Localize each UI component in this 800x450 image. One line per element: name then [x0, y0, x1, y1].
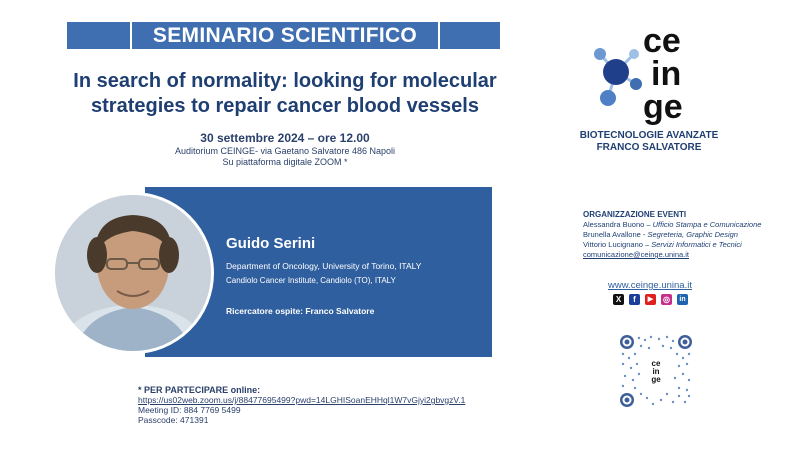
meeting-id: Meeting ID: 884 7769 5499 [138, 405, 241, 415]
social-icons [613, 294, 688, 308]
org-role: Ufficio Stampa e Comunicazione [652, 220, 762, 229]
org-role: Segreteria, Graphic Design [647, 230, 738, 239]
venue-address: Auditorium CEINGE- via Gaetano Salvatore 486 Napoli [174, 146, 396, 156]
online-info [138, 385, 465, 425]
speaker-name: Guido Serini [226, 235, 316, 252]
organization-info [583, 210, 761, 260]
zoom-link[interactable]: https://us02web.zoom.us/j/88477695499?pwd=14LGHISoanEHHql1W7vGjyi2gbvgzV.1 [138, 395, 466, 405]
facebook-icon[interactable]: f [629, 294, 640, 305]
speaker-institute: Candiolo Cancer Institute, Candiolo (TO), ITALY [226, 276, 396, 285]
org-name: Brunella Avallone - [583, 230, 648, 239]
logo-subtitle-2: FRANCO SALVATORE [596, 142, 702, 153]
event-date: 30 settembre 2024 – ore 12.00 [200, 131, 370, 145]
youtube-icon[interactable]: ▶ [645, 294, 656, 305]
qr-logo-in: in [652, 367, 660, 376]
qr-code[interactable] [619, 334, 693, 408]
seminar-label: SEMINARIO SCIENTIFICO [130, 20, 440, 51]
org-name: Alessandra Buono – [583, 220, 653, 229]
org-name: Vittorio Lucignano – [583, 240, 652, 249]
online-heading: * PER PARTECIPARE online: [138, 385, 261, 395]
passcode: Passcode: 471391 [138, 415, 209, 425]
event-venue [80, 146, 490, 168]
speaker-host: Ricercatore ospite: Franco Salvatore [226, 306, 375, 316]
logo-text-ce: ce [643, 22, 681, 60]
instagram-icon[interactable]: ◎ [661, 294, 672, 305]
org-email-link[interactable]: comunicazione@ceinge.unina.it [583, 250, 690, 259]
speaker-photo [52, 192, 214, 354]
qr-logo-ce: ce [651, 359, 661, 368]
linkedin-icon[interactable]: in [677, 294, 688, 305]
speaker-portrait-illustration [55, 195, 211, 351]
title-line-2: strategies to repair cancer blood vessels [91, 95, 479, 117]
website-link[interactable]: www.ceinge.unina.it [608, 280, 692, 291]
org-heading: ORGANIZZAZIONE EVENTI [583, 210, 687, 219]
ceinge-logo [588, 22, 700, 130]
logo-text-in: in [651, 55, 682, 93]
logo-subtitle-1: BIOTECNOLOGIE AVANZATE [579, 130, 719, 141]
venue-platform: Su piattaforma digitale ZOOM * [222, 157, 348, 167]
logo-text-ge: ge [643, 88, 683, 126]
speaker-department: Department of Oncology, University of Torino, ITALY [226, 261, 422, 271]
x-icon[interactable]: X [613, 294, 624, 305]
org-row [583, 230, 761, 240]
title-line-1: In search of normality: looking for molecular [73, 70, 497, 92]
seminar-title [30, 69, 540, 119]
org-row [583, 240, 761, 250]
org-role: Servizi Informatici e Tecnici [651, 240, 742, 249]
logo-subtitle [560, 130, 738, 154]
qr-logo-ge: ge [651, 375, 661, 384]
org-row [583, 220, 761, 230]
